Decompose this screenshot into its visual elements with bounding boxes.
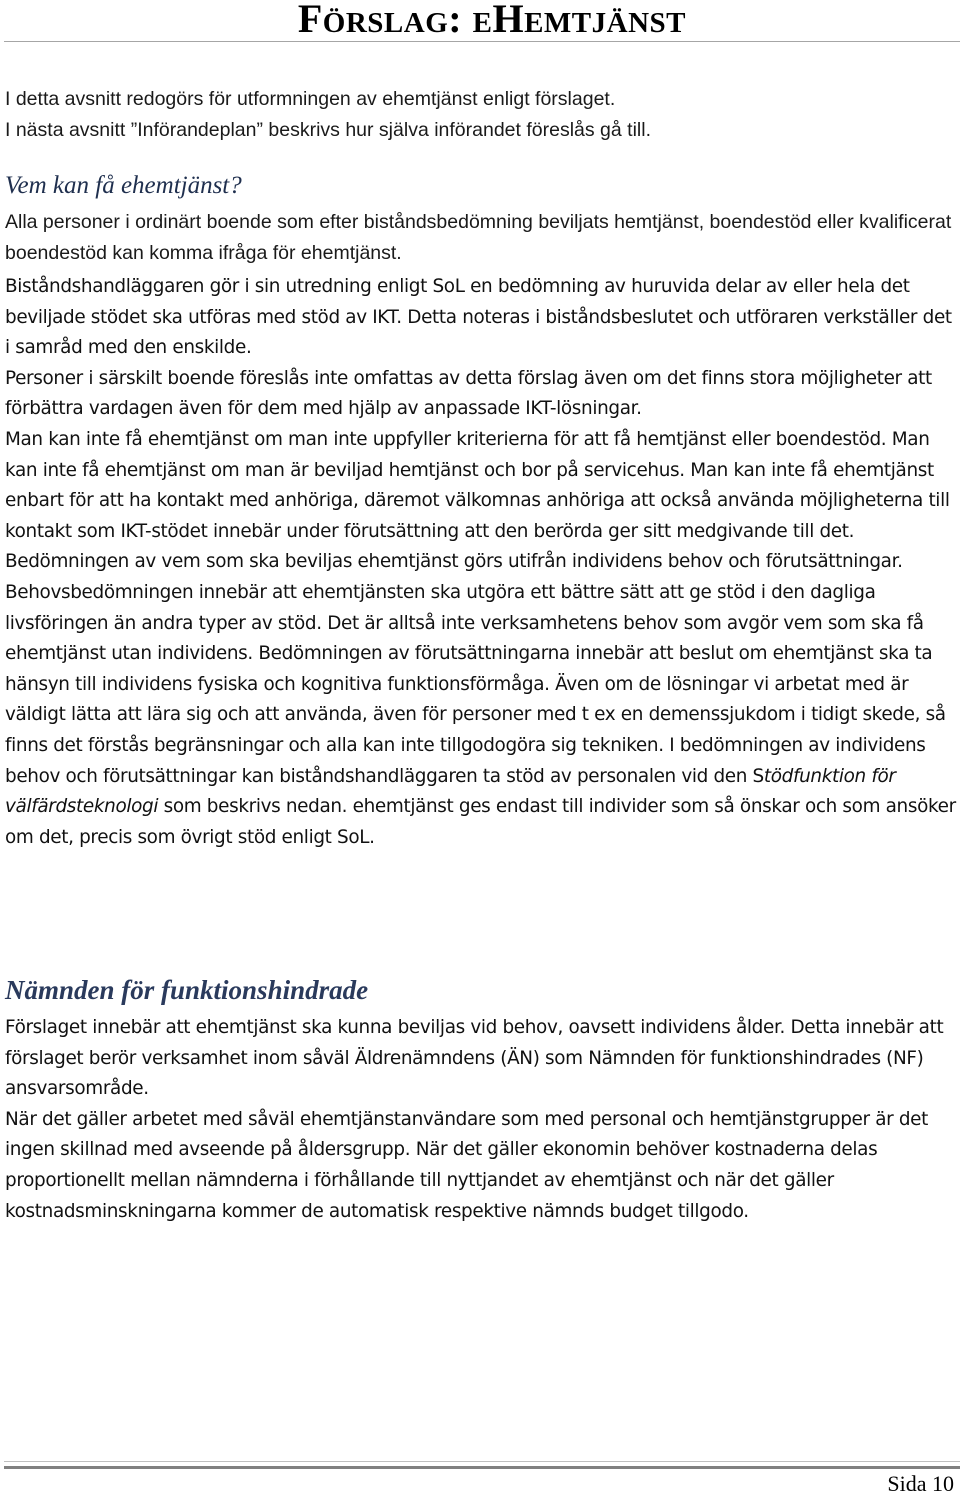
body-text-2: Personer i särskilt boende föreslås inte omfattas av detta förslag även om det finns stora möjligheter att förbättra vardagen även för dem med hjälp av anpassade IKT-lösningar. [5, 367, 932, 420]
title-part: EMTJÄNST [524, 7, 686, 39]
intro-paragraph [5, 84, 957, 145]
footer-divider-thick [4, 1466, 960, 1469]
title-part: E [472, 7, 493, 39]
body-text-1: Biståndshandläggaren gör i sin utredning enligt SoL en bedömning av huruvida delar av eller hela det beviljade stödet ska utföras med stöd av IKT. Detta noteras i biståndsbeslutet och utföraren verkställer det i samråd med den enskilde. [5, 276, 952, 359]
title-part: F [297, 0, 323, 41]
section-heading-who: Vem kan få ehemtjänst? [5, 172, 242, 199]
namnd-text-2: När det gäller arbetet med såväl ehemtjänstanvändare som med personal och hemtjänstgrupper är det ingen skillnad med avseende på åldersgrupp. När det gäller ekonomin behöver kostnaderna delas proportionellt mellan nämnderna i förhållande till nyttjandet av ehemtjänst och när det gäller kostnadsminskningarna kommer de automatisk respektive nämnds budget tillgodo. [5, 1108, 928, 1222]
title-part: : [448, 0, 473, 41]
header-divider [4, 41, 960, 42]
title-part: H [492, 0, 525, 41]
page-number: Sida 10 [887, 1471, 954, 1496]
page-header-title [298, 0, 686, 42]
title-part: ÖRSLAG [322, 7, 449, 39]
assessment-paragraph [5, 272, 957, 853]
namnd-paragraph [5, 1013, 957, 1227]
body-text-4-emphasis: tödfunktion för välfärdsteknologi [5, 765, 896, 818]
body-text-4-end: som beskrivs nedan. ehemtjänst ges endast till individer som så önskar och som ansöker om det, precis som övrigt stöd enligt SoL. [5, 796, 956, 848]
body-text-4: Bedömningen av vem som ska beviljas ehemtjänst görs utifrån individens behov och förutsättningar. Behovsbedömningen innebär att ehemtjänsten ska utgöra ett bättre sätt att ge stöd i den dagliga livsföringen än andra typer av stöd. Det är alltså inte verksamhetens behov som avgör vem som ska få ehemtjänst utan individens. Bedömningen av förutsättningarna innebär att beslut om ehemtjänst ska ta hänsyn till individens fysiska och kognitiva funktionsförmåga. Även om de lösningar vi arbetat med är väldigt lätta att lära sig och att använda, även för personer med t ex en demenssjukdom i tidigt skede, så finns det förstås begränsningar och alla kan inte tillgodogöra sig tekniken. I bedömningen av individens behov och förutsättningar kan biståndshandläggaren ta stöd av personalen vid den S [5, 551, 946, 787]
intro-line-2: I nästa avsnitt ”Införandeplan” beskrivs hur själva införandet föreslås gå till. [5, 118, 651, 141]
footer-divider-thin [4, 1461, 960, 1462]
body-text-3: Man kan inte få ehemtjänst om man inte uppfyller kriterierna för att få hemtjänst eller boendestöd. Man kan inte få ehemtjänst om man är beviljad hemtjänst och bor på servicehus. Man kan inte få ehemtjänst enbart för att ha kontakt med anhöriga, däremot välkomnas anhöriga att också använda möjligheterna till kontakt som IKT-stödet innebär under förutsättning att den berörda ger sitt medgivande till det. [5, 428, 950, 542]
eligibility-paragraph: Alla personer i ordinärt boende som efter biståndsbedömning beviljats hemtjänst, boendestöd eller kvalificerat boendestöd kan komma ifråga för ehemtjänst. [5, 211, 952, 264]
intro-line-1: I detta avsnitt redogörs för utformningen av ehemtjänst enligt förslaget. [5, 88, 616, 110]
section-heading-namnd: Nämnden för funktionshindrade [5, 975, 369, 1005]
namnd-text-1: Förslaget innebär att ehemtjänst ska kunna beviljas vid behov, oavsett individens ålder. Detta innebär att förslaget berör verksamhet inom såväl Äldrenämndens (ÄN) som Nämnden för funktionshindrades (NF) ansvarsområde. [5, 1017, 944, 1100]
